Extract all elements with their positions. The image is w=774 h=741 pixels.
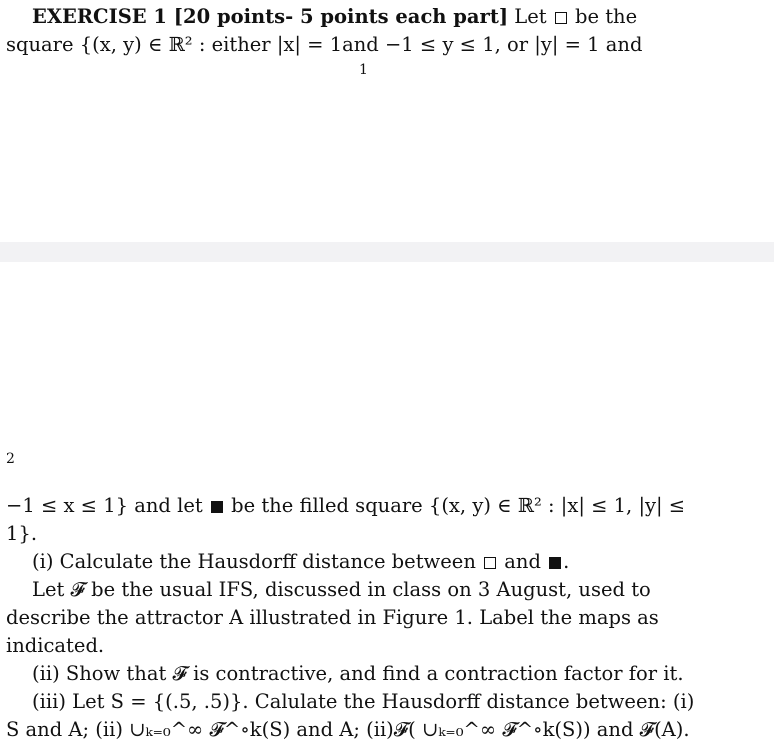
page-number-2: 2 <box>6 451 15 467</box>
continuation-a: −1 ≤ x ≤ 1} and let <box>6 494 203 517</box>
page-1 <box>0 0 774 242</box>
exercise-be-the: be the <box>575 5 638 28</box>
part-i-text: (i) Calculate the Hausdorff distance between <box>32 550 476 573</box>
continuation-line-1 <box>6 492 724 520</box>
exercise-let: Let <box>508 5 547 28</box>
exercise-line-1 <box>6 3 724 31</box>
square-outline-symbol <box>555 12 567 24</box>
page-2 <box>0 262 774 741</box>
exercise-line-2: square {(x, y) ∈ ℝ² : either |x| = 1and −1 ≤ y ≤ 1, or |y| = 1 and <box>6 33 643 56</box>
paragraph-line-1: Let 𝓕 be the usual IFS, discussed in class on 3 August, used to <box>32 578 651 601</box>
exercise-text-bottom <box>6 492 724 741</box>
continuation-b: be the filled square {(x, y) ∈ ℝ² : |x| ≤ 1, |y| ≤ <box>231 494 686 517</box>
filled-square-symbol-2 <box>549 557 561 569</box>
part-ii: (ii) Show that 𝓕 is contractive, and find a contraction factor for it. <box>32 662 684 685</box>
continuation-line-2: 1}. <box>6 522 38 545</box>
exercise-text-top <box>6 3 724 59</box>
page-number-1: 1 <box>359 62 368 78</box>
part-iii-line-1: (iii) Let S = {(.5, .5)}. Calulate the Hausdorff distance between: (i) <box>32 690 695 713</box>
part-iii-line-2: S and A; (ii) ∪ₖ₌₀^∞ 𝓕^∘k(S) and A; (ii)𝓕( ∪ₖ₌₀^∞ 𝓕^∘k(S)) and 𝓕(A). <box>6 718 690 741</box>
square-outline-symbol-2 <box>484 557 496 569</box>
paragraph-line-3: indicated. <box>6 634 105 657</box>
page-separator <box>0 242 774 262</box>
part-i-period: . <box>563 550 570 573</box>
exercise-heading: EXERCISE 1 [20 points- 5 points each part] <box>32 5 509 28</box>
part-i-and: and <box>504 550 541 573</box>
paragraph-line-2: describe the attractor A illustrated in Figure 1. Label the maps as <box>6 606 659 629</box>
part-i <box>6 548 724 576</box>
filled-square-symbol <box>211 501 223 513</box>
